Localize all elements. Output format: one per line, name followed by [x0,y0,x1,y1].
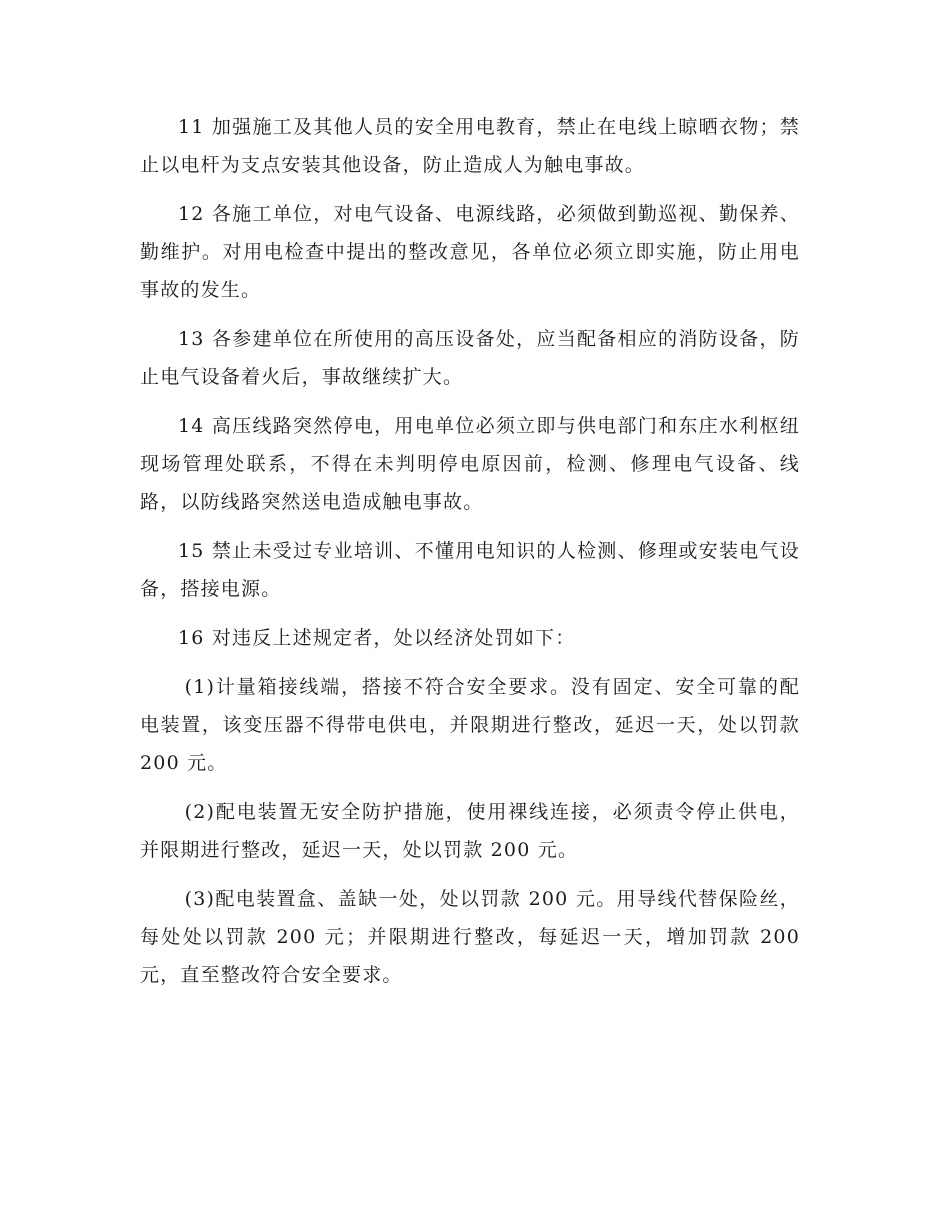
paragraph-item-15: 15 禁止未受过专业培训、不懂用电知识的人检测、修理或安装电气设备，搭接电源。 [140,540,800,600]
paragraph-item-14: 14 高压线路突然停电，用电单位必须立即与供电部门和东庄水利枢纽现场管理处联系，不得在未判明停电原因前，检测、修理电气设备、线路，以防线路突然送电造成触电事故。 [140,415,800,513]
penalty-item-2: (2)配电装置无安全防护措施，使用裸线连接，必须责令停止供电，并限期进行整改，延迟一天，处以罚款 200 元。 [140,801,800,861]
paragraph-item-11: 11 加强施工及其他人员的安全用电教育，禁止在电线上晾晒衣物；禁止以电杆为支点安装其他设备，防止造成人为触电事故。 [140,116,800,176]
document-page [140,108,800,1005]
penalty-item-1: (1)计量箱接线端，搭接不符合安全要求。没有固定、安全可靠的配电装置，该变压器不得带电供电，并限期进行整改，延迟一天，处以罚款 200 元。 [140,676,800,774]
paragraph-item-16: 16 对违反上述规定者，处以经济处罚如下： [178,627,576,649]
penalty-item-3: (3)配电装置盒、盖缺一处，处以罚款 200 元。用导线代替保险丝，每处处以罚款 200 元；并限期进行整改，每延迟一天，增加罚款 200 元，直至整改符合安全要求。 [140,888,800,986]
paragraph-item-12: 12 各施工单位，对电气设备、电源线路，必须做到勤巡视、勤保养、勤维护。对用电检查中提出的整改意见，各单位必须立即实施，防止用电事故的发生。 [140,203,800,301]
paragraph-item-13: 13 各参建单位在所使用的高压设备处，应当配备相应的消防设备，防止电气设备着火后，事故继续扩大。 [140,328,800,388]
